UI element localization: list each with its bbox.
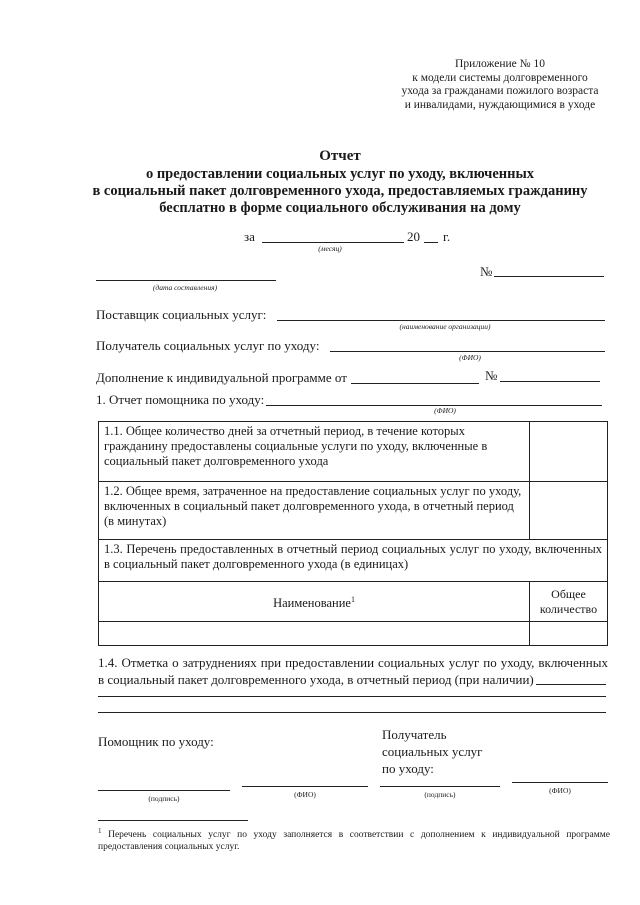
col-total-line: количество (539, 601, 598, 616)
assistant-name-hint: (ФИО) (294, 790, 316, 799)
supplement-date-field[interactable] (351, 383, 479, 384)
row-time-value[interactable] (530, 482, 608, 540)
appendix-line: и инвалидами, нуждающимися в уходе (404, 98, 596, 111)
footnote (98, 825, 610, 853)
appendix-block (380, 58, 620, 112)
date-hint: (дата составления) (152, 283, 218, 292)
supplement-number-label: № (485, 368, 498, 383)
recipient-hint: (ФИО) (459, 353, 481, 362)
supplement-label: Дополнение к индивидуальной программе от (96, 370, 347, 385)
assistant-name-field[interactable] (242, 786, 368, 787)
assistant-report-hint: (ФИО) (434, 406, 456, 415)
report-table (98, 421, 608, 646)
month-hint: (месяц) (318, 244, 342, 253)
footnote-separator (98, 820, 248, 821)
recipient-label: Получатель социальных услуг по уходу: (96, 338, 320, 353)
provider-hint: (наименование организации) (399, 322, 491, 331)
number-field[interactable] (494, 276, 604, 277)
appendix-line: Приложение № 10 (455, 58, 545, 70)
col-name-text: Наименование (273, 596, 351, 611)
provider-field[interactable] (277, 320, 605, 321)
assistant-signature-hint: (подпись) (148, 794, 180, 803)
year-suffix: г. (443, 229, 451, 244)
col-total-line: Общее (551, 586, 586, 601)
col-total-header (530, 582, 608, 622)
difficulties-field[interactable] (536, 684, 606, 685)
assistant-report-label: 1. Отчет помощника по уходу: (96, 392, 265, 407)
number-label: № (480, 264, 493, 279)
footnote-ref: 1 (350, 594, 355, 604)
footnote-mark: 1 (98, 827, 102, 835)
recipient-sign-line: Получатель (382, 727, 447, 742)
title-line: в социальный пакет долговременного ухода, предоставляемых гражданину (92, 183, 588, 199)
document-title: Отчет (319, 148, 361, 164)
row-days-value[interactable] (530, 422, 608, 482)
footnote-text: Перечень социальных услуг по уходу заполняется в соответствии с дополнением к индивидуальной программе предоставления социальных услуг. (98, 830, 611, 853)
recipient-name-field[interactable] (512, 782, 608, 783)
title-line: бесплатно в форме социального обслуживания на дому (159, 200, 521, 216)
appendix-line: к модели системы долговременного (412, 71, 588, 84)
appendix-line: ухода за гражданами пожилого возраста (401, 85, 599, 97)
recipient-sign-label (382, 726, 483, 777)
year-prefix: 20 (407, 229, 420, 244)
assistant-sign-label: Помощник по уходу: (98, 734, 214, 749)
recipient-signature-field[interactable] (380, 786, 500, 787)
recipient-name-hint: (ФИО) (549, 786, 571, 795)
assistant-signature-field[interactable] (98, 790, 230, 791)
month-field[interactable] (262, 242, 404, 243)
supplement-number-field[interactable] (500, 381, 600, 382)
difficulties-text: 1.4. Отметка о затруднениях при предоставлении социальных услуг по уходу, включенных в социальный пакет долговременного ухода, в отчетный период (при наличии) (98, 655, 608, 687)
service-total-cell[interactable] (530, 622, 608, 646)
col-name-header (99, 582, 530, 622)
recipient-signature-hint: (подпись) (424, 790, 456, 799)
period-prefix: за (244, 229, 255, 244)
title-line: о предоставлении социальных услуг по уходу, включенных (145, 166, 535, 182)
row-days-label: 1.1. Общее количество дней за отчетный период, в течение которых гражданину предоставлены социальные услуги по уходу, включенные в социальный пакет долговременного ухода (99, 422, 530, 482)
recipient-sign-line: по уходу: (382, 761, 434, 776)
year-field[interactable] (424, 242, 438, 243)
recipient-sign-line: социальных услуг (382, 744, 483, 759)
date-field[interactable] (96, 280, 276, 281)
service-name-cell[interactable] (99, 622, 530, 646)
difficulties-line[interactable] (98, 712, 606, 713)
row-time-label: 1.2. Общее время, затраченное на предоставление социальных услуг по уходу, включенных в социальный пакет долговременного ухода, в отчетный период (в минутах) (99, 482, 530, 540)
recipient-field[interactable] (330, 351, 605, 352)
difficulties-line[interactable] (98, 696, 606, 697)
row-services-label: 1.3. Перечень предоставленных в отчетный период социальных услуг по уходу, включенных в социальный пакет долговременного ухода (в единицах) (99, 540, 608, 582)
provider-label: Поставщик социальных услуг: (96, 307, 267, 322)
